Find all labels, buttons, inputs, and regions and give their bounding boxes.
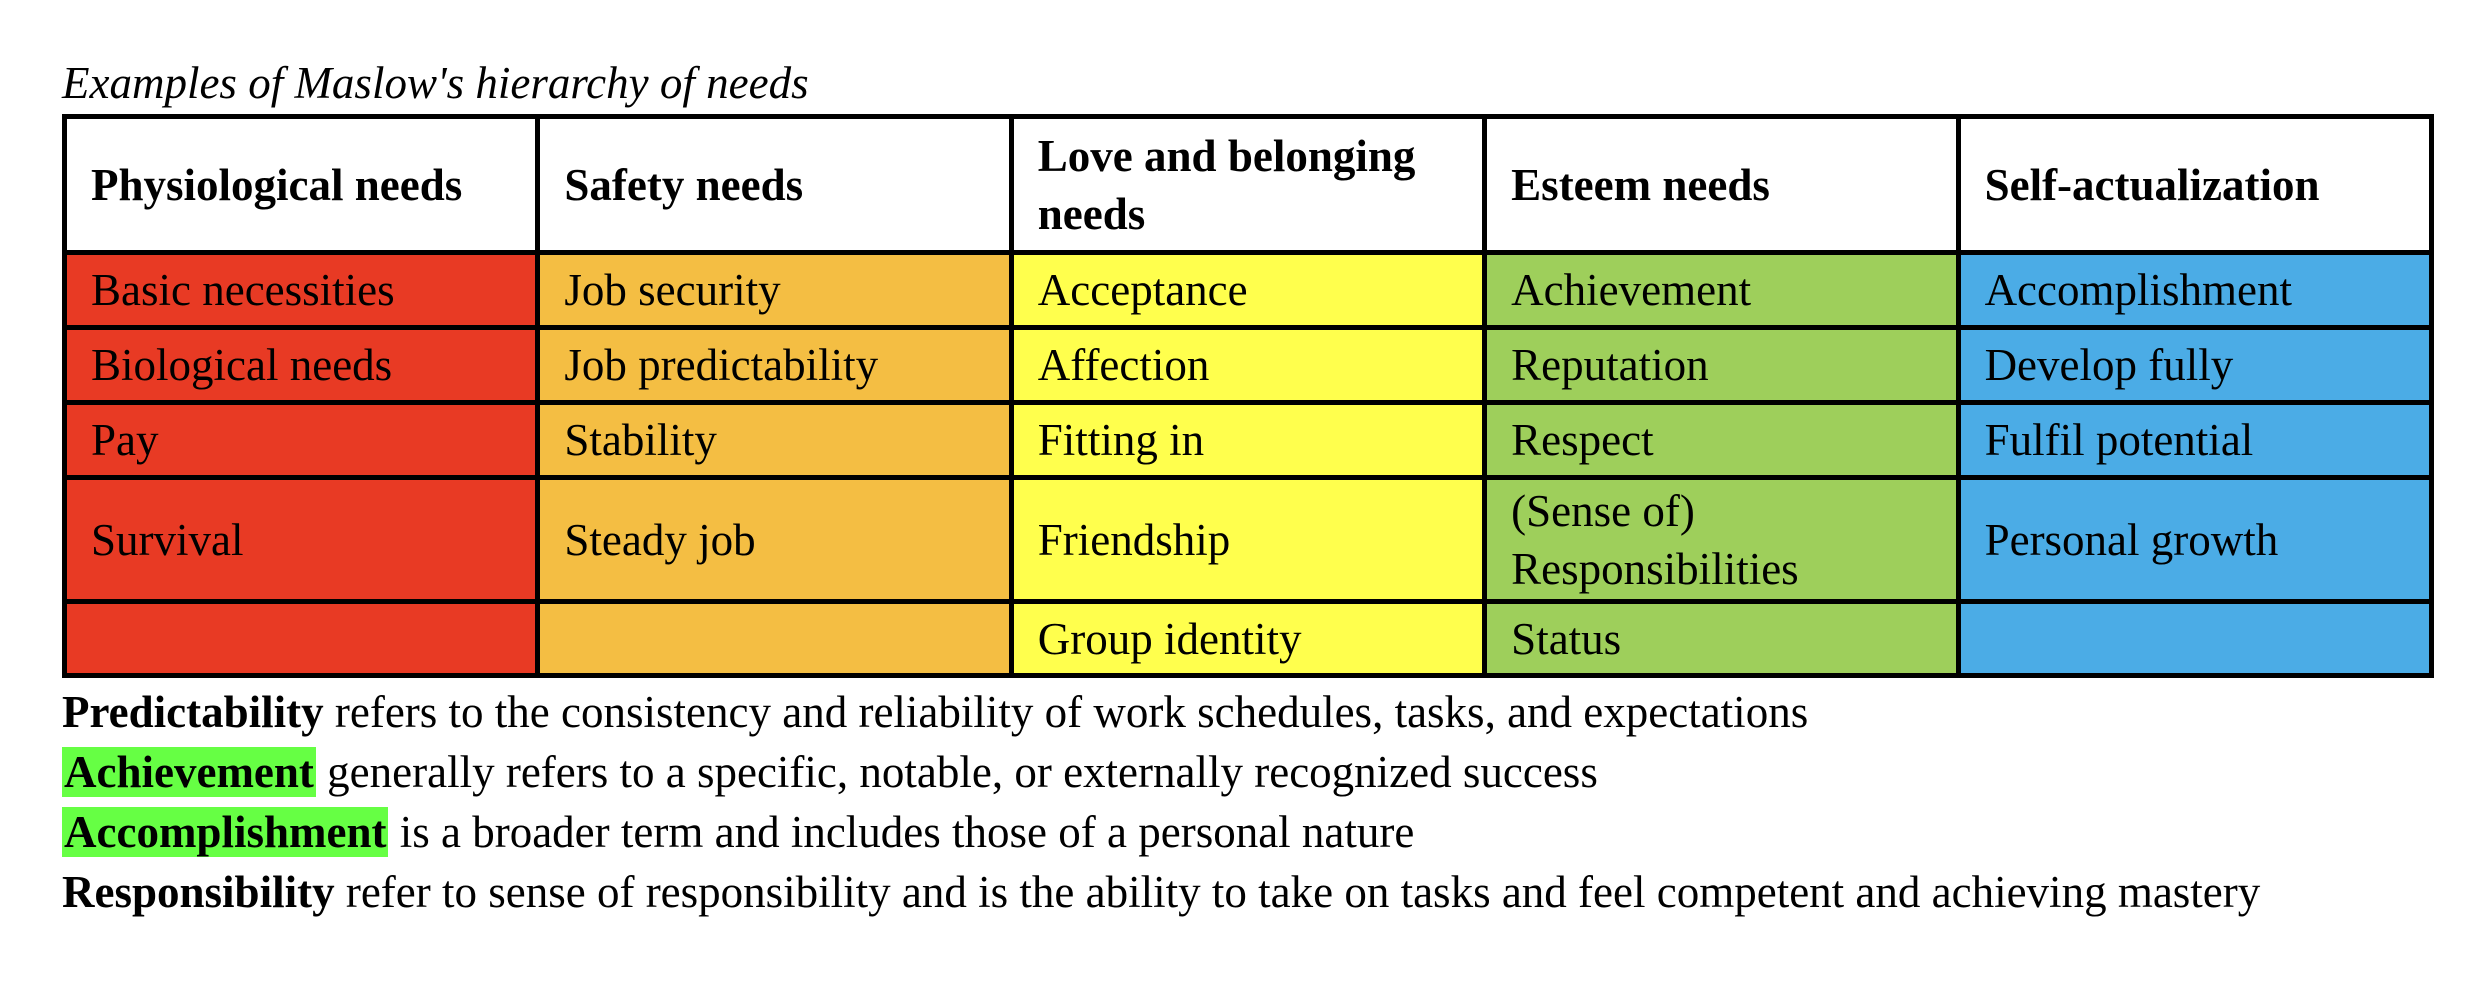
table-cell: Fitting in [1011,403,1484,478]
table-cell: Basic necessities [65,253,538,328]
table-cell: Respect [1485,403,1958,478]
table-cell: Job predictability [538,328,1011,403]
header-safety: Safety needs [538,117,1011,253]
table-cell: Survival [65,478,538,602]
table-row [65,253,2432,328]
table-header-row [65,117,2432,253]
definitions-notes [62,682,2362,922]
table-row [65,478,2432,602]
table-cell: Accomplishment [1958,253,2431,328]
note-term-highlighted: Achievement [64,747,314,797]
note-term-highlighted: Accomplishment [64,807,387,857]
table-cell: Status [1485,602,1958,676]
table-cell: Achievement [1485,253,1958,328]
note-text: generally refers to a specific, notable, or externally recognized success [315,747,1598,797]
maslow-needs-table [62,114,2434,678]
table-cell: (Sense of) Responsibilities [1485,478,1958,602]
table-row [65,328,2432,403]
table-cell: Develop fully [1958,328,2431,403]
header-physiological: Physiological needs [65,117,538,253]
note-term: Responsibility [62,867,335,917]
table-cell: Personal growth [1958,478,2431,602]
table-cell: Friendship [1011,478,1484,602]
note-text: refer to sense of responsibility and is the ability to take on tasks and feel competent and achieving mastery [334,867,2261,917]
table-cell: Reputation [1485,328,1958,403]
table-row [65,602,2432,676]
document-page [62,54,2432,922]
table-cell [65,602,538,676]
note-text: refers to the consistency and reliability of work schedules, tasks, and expectations [323,687,1809,737]
note-responsibility [62,862,2362,922]
note-accomplishment [62,802,2362,862]
table-cell: Biological needs [65,328,538,403]
table-cell: Stability [538,403,1011,478]
table-cell: Steady job [538,478,1011,602]
note-achievement [62,742,2362,802]
note-predictability [62,682,2362,742]
header-love-belonging: Love and belonging needs [1011,117,1484,253]
table-caption: Examples of Maslow's hierarchy of needs [62,58,809,108]
note-term: Predictability [62,687,324,737]
table-cell [538,602,1011,676]
header-esteem: Esteem needs [1485,117,1958,253]
table-cell: Fulfil potential [1958,403,2431,478]
table-cell: Pay [65,403,538,478]
table-cell: Affection [1011,328,1484,403]
note-text: is a broader term and includes those of a personal nature [388,807,1415,857]
table-row [65,403,2432,478]
table-cell [1958,602,2431,676]
header-self-actualization: Self-actualization [1958,117,2431,253]
table-cell: Group identity [1011,602,1484,676]
table-cell: Acceptance [1011,253,1484,328]
table-cell: Job security [538,253,1011,328]
